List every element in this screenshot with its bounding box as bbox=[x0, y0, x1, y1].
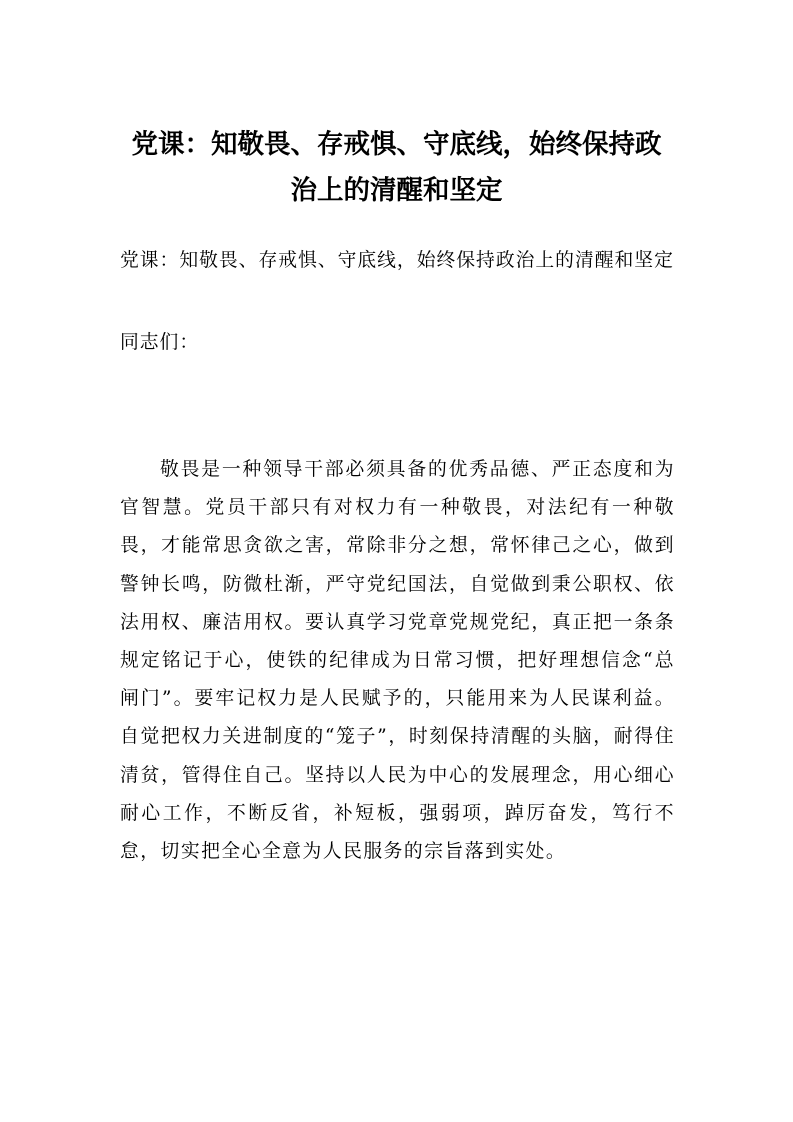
greeting-line: 同志们： bbox=[120, 332, 200, 353]
document-title: 党课：知敬畏、存戒惧、守底线，始终保持政治上的清醒和坚定 bbox=[131, 129, 662, 206]
body-paragraph: 敬畏是一种领导干部必须具备的优秀品德、严正态度和为官智慧。党员干部只有对权力有一种敬畏，对法纪有一种敬畏，才能常思贪欲之害，常除非分之想，常怀律己之心，做到警钟长鸣，防微杜渐，严守党纪国法，自觉做到秉公职权、依法用权、廉洁用权。要认真学习党章党规党纪，真正把一条条规定铭记于心，使铁的纪律成为日常习惯，把好理想信念“总闸门”。要牢记权力是人民赋予的，只能用来为人民谋利益。自觉把权力关进制度的“笼子”，时刻保持清醒的头脑，耐得住清贫，管得住自己。坚持以人民为中心的发展理念，用心细心耐心工作，不断反省，补短板，强弱项，踔厉奋发，笃行不怠，切实把全心全意为人民服务的宗旨落到实处。 bbox=[120, 459, 675, 863]
document-subtitle: 党课：知敬畏、存戒惧、守底线，始终保持政治上的清醒和坚定 bbox=[120, 250, 674, 271]
